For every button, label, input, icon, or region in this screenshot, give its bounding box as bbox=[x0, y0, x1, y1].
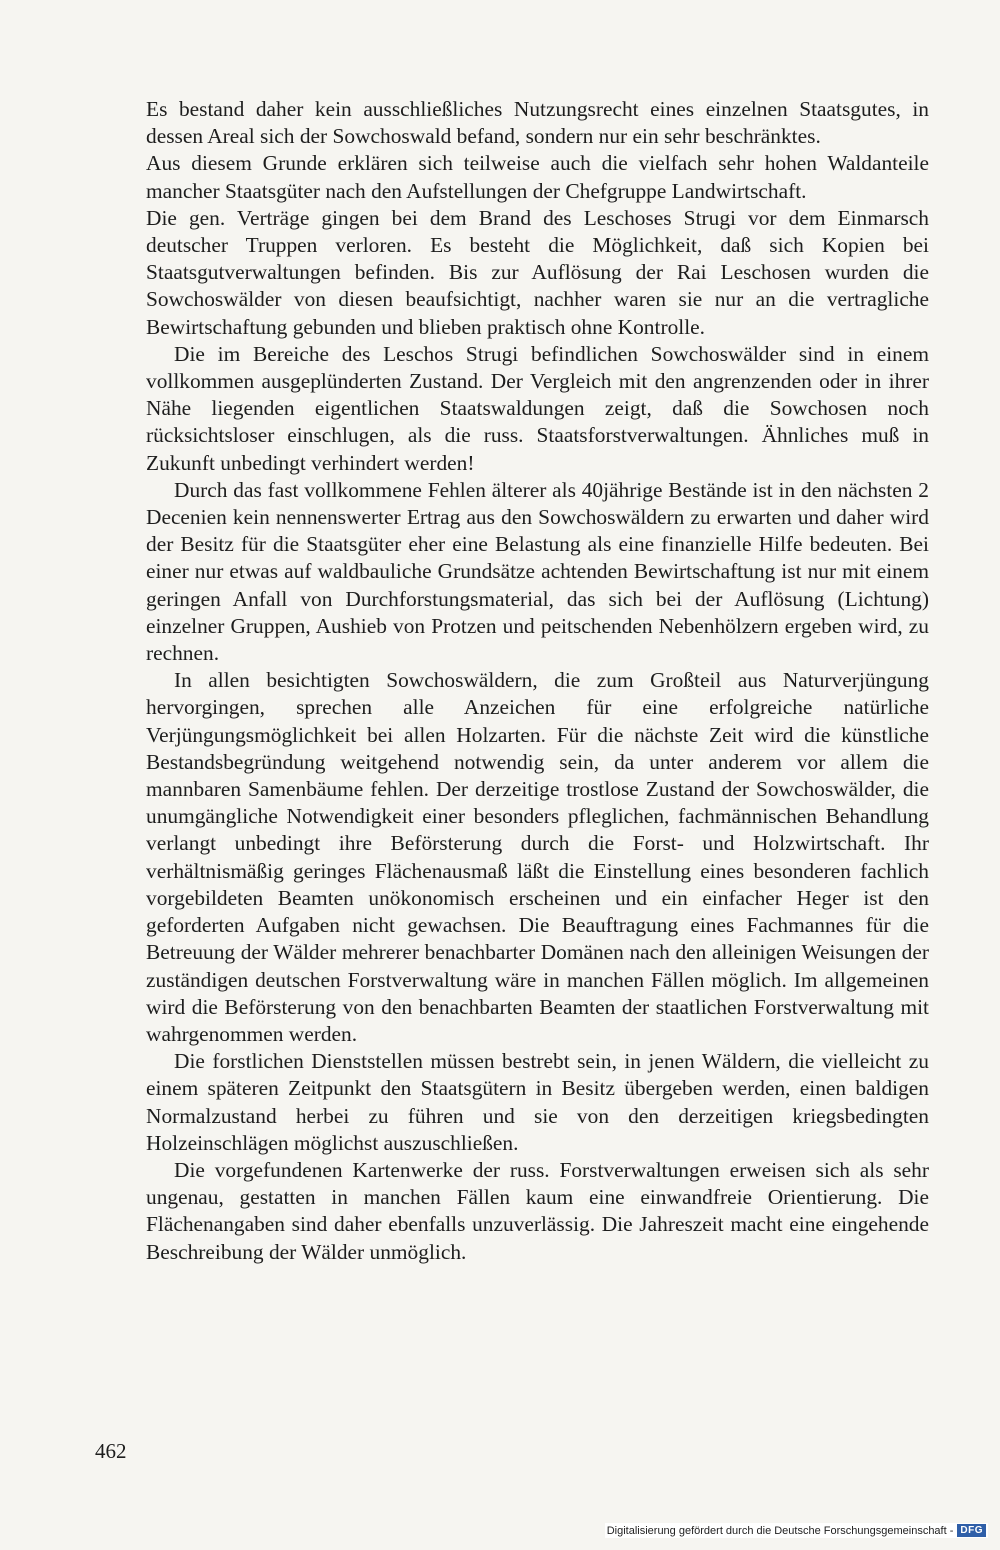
paragraph-4: Die im Bereiche des Leschos Strugi befindlichen Sowchoswälder sind in einem vollkommen ausgeplünderten Zustand. Der Vergleich mit den angrenzenden oder in ihrer Nähe liegenden eigentlichen Staatswaldungen zeigt, daß die Sowchosen noch rücksichtsloser einschlugen, als die russ. Staatsforstverwaltungen. Ähnliches muß in Zukunft unbedingt verhindert werden! bbox=[146, 341, 929, 475]
credit-text: Digitalisierung gefördert durch die Deutsche Forschungsgemeinschaft - bbox=[606, 1524, 954, 1537]
body-text bbox=[146, 96, 929, 1266]
paragraph-8: Die vorgefundenen Kartenwerke der russ. Forstverwaltungen erweisen sich als sehr ungenau, gestatten in manchen Fällen kaum eine einwandfreie Orientierung. Die Flächenangaben sind daher ebenfalls unzuverlässig. Die Jahreszeit macht eine eingehende Beschreibung der Wälder unmöglich. bbox=[146, 1157, 929, 1264]
paragraph-5: Durch das fast vollkommene Fehlen älterer als 40jährige Bestände ist in den nächsten 2 Decenien kein nennenswerter Ertrag aus den Sowchoswäldern zu erwarten und daher wird der Besitz für die Staatsgüter eher eine Belastung als eine finanzielle Hilfe bedeuten. Bei einer nur etwas auf waldbauliche Grundsätze achtenden Bewirtschaftung ist nur mit einem geringen Anfall von Durchforstungsmaterial, das sich bei der Auflösung (Lichtung) einzelner Gruppen, Aushieb von Protzen und peitschenden Nebenhölzern ergeben wird, zu rechnen. bbox=[146, 477, 929, 666]
digitization-credit bbox=[605, 1523, 988, 1538]
dfg-logo-icon: DFG bbox=[957, 1524, 986, 1537]
paragraph-1: Es bestand daher kein ausschließliches Nutzungsrecht eines einzelnen Staatsgutes, in dessen Areal sich der Sowchoswald befand, sondern nur ein sehr beschränktes. bbox=[146, 97, 929, 149]
paragraph-3: Die gen. Verträge gingen bei dem Brand des Leschoses Strugi vor dem Einmarsch deutscher Truppen verloren. Es besteht die Möglichkeit, daß sich Kopien bei Staatsgutverwaltungen befinden. Bis zur Auflösung der Rai Leschosen wurden die Sowchoswälder von diesen beaufsichtigt, nachher waren sie nur an die vertragliche Bewirtschaftung gebunden und blieben praktisch ohne Kontrolle. bbox=[146, 205, 929, 339]
paragraph-6: In allen besichtigten Sowchoswäldern, die zum Großteil aus Naturverjüngung hervorgingen, sprechen alle Anzeichen für eine erfolgreiche natürliche Verjüngungsmöglichkeit bei allen Holzarten. Für die nächste Zeit wird die künstliche Bestandsbegründung weitgehend notwendig sein, da unter anderem vor allem die mannbaren Samenbäume fehlen. Der derzeitige trostlose Zustand der Sowchoswälder, die unumgängliche Notwendigkeit einer besonders pfleglichen, fachmännischen Behandlung verlangt unbedingt ihre Beförsterung durch die Forst- und Holzwirtschaft. Ihr verhältnismäßig geringes Flächenausmaß läßt die Einstellung eines besonderen fachlich vorgebildeten Beamten unökonomisch erscheinen und ein einfacher Heger ist den geforderten Aufgaben nicht gewachsen. Die Beauftragung eines Fachmannes für die Betreuung der Wälder mehrerer benachbarter Domänen nach den alleinigen Weisungen der zuständigen deutschen Forstverwaltung wäre in manchen Fällen möglich. Im allgemeinen wird die Beförsterung von den benachbarten Beamten der staatlichen Forstverwaltung mit wahrgenommen werden. bbox=[146, 668, 929, 1046]
paragraph-7: Die forstlichen Dienststellen müssen bestrebt sein, in jenen Wäldern, die vielleicht zu einem späteren Zeitpunkt den Staatsgütern in Besitz übergeben werden, einen baldigen Normalzustand herbei zu führen und sie von den derzeitigen kriegsbedingten Holzeinschlägen möglichst auszuschließen. bbox=[146, 1049, 929, 1155]
paragraph-2: Aus diesem Grunde erklären sich teilweise auch die vielfach sehr hohen Waldanteile mancher Staatsgüter nach den Aufstellungen der Chefgruppe Landwirtschaft. bbox=[146, 151, 929, 203]
page-number: 462 bbox=[95, 1439, 127, 1463]
